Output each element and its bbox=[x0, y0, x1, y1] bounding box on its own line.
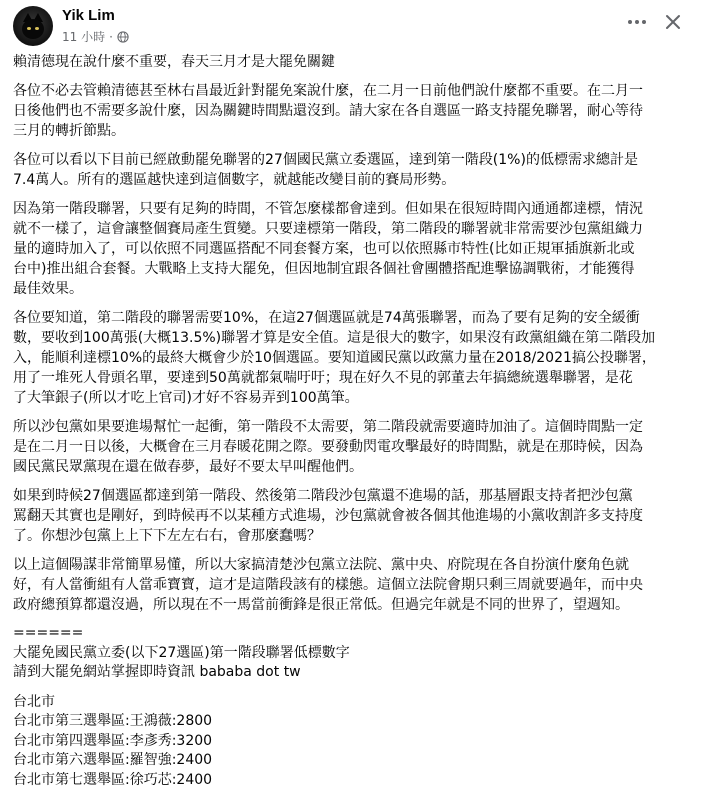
post-paragraph bbox=[13, 150, 693, 190]
district-item: 台北市第四選舉區:李彥秀:3200 bbox=[13, 732, 693, 752]
post-timestamp[interactable]: 11 小時 bbox=[62, 28, 105, 45]
paragraph-line: 各位不必去管賴清德甚至林右昌最近針對罷免案說什麼，在二月一日前他們說什麼都不重要。在二月一 bbox=[13, 81, 693, 101]
close-icon[interactable] bbox=[659, 8, 687, 36]
paragraph-line: 如果到時候27個選區都達到第一階段、然後第二階段沙包黨還不進場的話，那基層跟支持者把沙包黨 bbox=[13, 486, 693, 506]
post-paragraph bbox=[13, 199, 693, 299]
paragraph-line: 日後他們也不需要多說什麼，因為關鍵時間點還沒到。請大家在各自選區一路支持罷免聯署，耐心等待 bbox=[13, 101, 693, 121]
district-item: 台北市第七選舉區:徐巧芯:2400 bbox=[13, 771, 693, 790]
district-item: 台北市第六選舉區:羅智強:2400 bbox=[13, 751, 693, 771]
paragraph-line: 最佳效果。 bbox=[13, 279, 693, 299]
meta-separator: · bbox=[109, 30, 113, 44]
paragraph-line: 了。你想沙包黨上上下下左左右右，會那麼蠢嗎？ bbox=[13, 526, 693, 546]
post-meta bbox=[62, 28, 129, 45]
globe-icon bbox=[117, 31, 129, 43]
post-header bbox=[13, 6, 691, 46]
post-paragraphs bbox=[13, 52, 693, 615]
paragraph-line: 入，能順利達標10%的最終大概會少於10個選區。要知道國民黨以政黨力量在2018/2021搞公投聯署， bbox=[13, 348, 693, 368]
paragraph-line: 所以沙包黨如果要進場幫忙一起衝，第一階段不太需要，第二階段就需要適時加油了。這個時間點一定 bbox=[13, 417, 693, 437]
cat-eye-left bbox=[27, 27, 31, 30]
paragraph-line: 因為第一階段聯署，只要有足夠的時間，不管怎麼樣都會達到。但如果在很短時間內通通都達標，情況 bbox=[13, 199, 693, 219]
author-name[interactable]: Yik Lim bbox=[62, 7, 115, 24]
divider-text: ====== bbox=[13, 624, 693, 644]
paragraph-line: 7.4萬人。所有的選區越快達到這個數字，就越能改變目前的賽局形勢。 bbox=[13, 170, 693, 190]
post-paragraph bbox=[13, 486, 693, 546]
cat-head bbox=[22, 19, 44, 39]
paragraph-line: 各位可以看以下目前已經啟動罷免聯署的27個國民黨立委選區，達到第一階段(1%)的低標需求總計是 bbox=[13, 150, 693, 170]
post-paragraph bbox=[13, 52, 693, 72]
post-paragraph bbox=[13, 81, 693, 141]
post-paragraph bbox=[13, 555, 693, 615]
paragraph-line: 是在二月一日以後，大概會在三月春暖花開之際。要發動閃電攻擊最好的時間點，就是在那時候，因為 bbox=[13, 437, 693, 457]
post-paragraph bbox=[13, 417, 693, 477]
post-body bbox=[13, 52, 693, 790]
avatar[interactable] bbox=[13, 6, 53, 46]
paragraph-line: 量的適時加入了，可以依照不同選區搭配不同套餐方案，也可以依照縣市特性(比如正規軍插旗新北或 bbox=[13, 239, 693, 259]
list-title: 大罷免國民黨立委(以下27選區)第一階段聯署低標數字 bbox=[13, 644, 693, 664]
paragraph-line: 三月的轉折節點。 bbox=[13, 121, 693, 141]
paragraph-line: 各位要知道，第二階段的聯署需要10%，在這27個選區就是74萬張聯署，而為了要有足夠的安全緩衝 bbox=[13, 308, 693, 328]
district-item: 台北市第三選舉區:王鴻薇:2800 bbox=[13, 712, 693, 732]
paragraph-line: 用了一堆死人骨頭名單，要達到50萬就都氣喘吁吁；現在好久不見的郭董去年搞總統選舉聯署，是花 bbox=[13, 368, 693, 388]
paragraph-line: 賴清德現在說什麼不重要，春天三月才是大罷免關鍵 bbox=[13, 52, 693, 72]
paragraph-line: 以上這個陽謀非常簡單易懂，所以大家搞清楚沙包黨立法院、黨中央、府院現在各自扮演什麼角色就 bbox=[13, 555, 693, 575]
paragraph-line: 了大筆銀子(所以才吃上官司)才好不容易弄到100萬筆。 bbox=[13, 388, 693, 408]
list-subtitle: 請到大罷免網站掌握即時資訊 bababa dot tw bbox=[13, 663, 693, 683]
paragraph-line: 好，有人當衝組有人當乖寶寶，這才是這階段該有的樣態。這個立法院會期只剩三周就要過年，而中央 bbox=[13, 575, 693, 595]
paragraph-line: 就不一樣了，這會讓整個賽局產生質變。只要達標第一階段，第二階段的聯署就非常需要沙包黨組織力 bbox=[13, 219, 693, 239]
paragraph-line: 政府總預算都還沒過，所以現在不一馬當前衝鋒是很正常低。但過完年就是不同的世界了，望週知。 bbox=[13, 595, 693, 615]
post-paragraph bbox=[13, 308, 693, 408]
cat-eye-right bbox=[35, 27, 39, 30]
city-label: 台北市 bbox=[13, 693, 693, 713]
paragraph-line: 台中)推出組合套餐。大戰略上支持大罷免，但因地制宜跟各個社會團體搭配進擊協調戰術，才能獲得 bbox=[13, 259, 693, 279]
paragraph-line: 數，要收到100萬張(大概13.5%)聯署才算是安全值。這是很大的數字，如果沒有政黨組織在第二階段加 bbox=[13, 328, 693, 348]
paragraph-line: 國民黨民眾黨現在還在做春夢，最好不要太早叫醒他們。 bbox=[13, 457, 693, 477]
more-options-icon[interactable] bbox=[623, 10, 651, 34]
paragraph-line: 罵翻天其實也是剛好，到時候再不以某種方式進場，沙包黨就會被各個其他進場的小黨收割許多支持度 bbox=[13, 506, 693, 526]
district-list bbox=[13, 624, 693, 790]
